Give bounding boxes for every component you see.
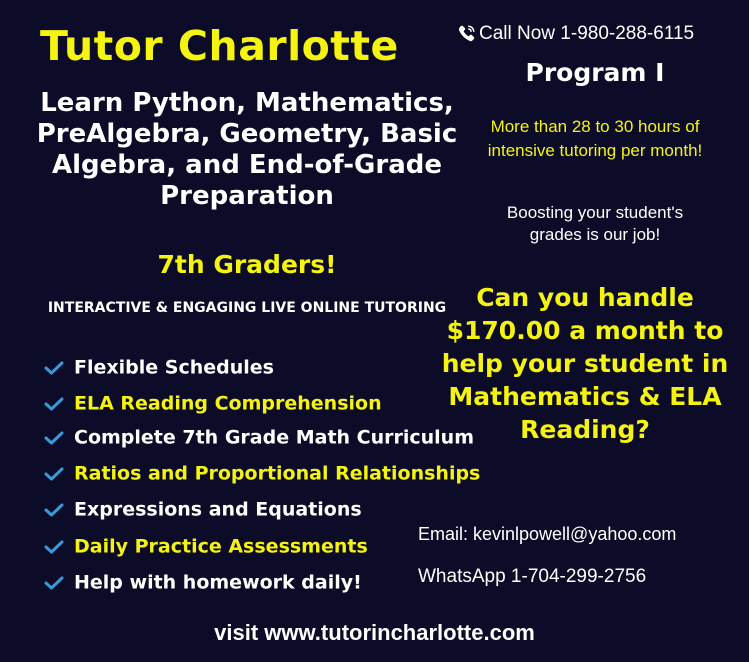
feature-item xyxy=(44,426,474,449)
feature-item xyxy=(44,356,274,379)
subjects-heading: Learn Python, Mathematics, PreAlgebra, Geometry, Basic Algebra, and End-of-Grade Preparation xyxy=(36,88,458,211)
feature-label: ELA Reading Comprehension xyxy=(74,392,382,415)
grade-heading: 7th Graders! xyxy=(157,250,337,279)
feature-label: Daily Practice Assessments xyxy=(74,535,368,558)
check-icon xyxy=(44,467,64,481)
call-label: Call Now 1-980-288-6115 xyxy=(479,23,695,44)
feature-label: Flexible Schedules xyxy=(74,356,274,379)
feature-item xyxy=(44,392,382,415)
feature-item xyxy=(44,571,362,594)
check-icon xyxy=(44,361,64,375)
price-question: Can you handle $170.00 a month to help your student in Mathematics & ELA Reading? xyxy=(441,283,729,444)
check-icon xyxy=(44,397,64,411)
hours-text: More than 28 to 30 hours of intensive tutoring per month! xyxy=(487,117,703,160)
feature-label: Help with homework daily! xyxy=(74,571,362,594)
check-icon xyxy=(44,540,64,554)
feature-item xyxy=(44,498,362,521)
interactive-tagline: INTERACTIVE & ENGAGING LIVE ONLINE TUTORING xyxy=(47,300,447,316)
call-line[interactable] xyxy=(455,22,745,46)
program-heading: Program I xyxy=(525,58,665,87)
feature-label: Ratios and Proportional Relationships xyxy=(74,462,481,485)
feature-item xyxy=(44,535,368,558)
feature-label: Expressions and Equations xyxy=(74,498,362,521)
feature-item xyxy=(44,462,480,485)
boost-text: Boosting your student's grades is our job! xyxy=(506,203,684,244)
check-icon xyxy=(44,503,64,517)
check-icon xyxy=(44,431,64,445)
website-link[interactable]: visit www.tutorincharlotte.com xyxy=(214,620,535,645)
flyer-title: Tutor Charlotte xyxy=(40,22,399,70)
check-icon xyxy=(44,576,64,590)
phone-icon xyxy=(455,22,477,46)
email-contact[interactable]: Email: kevinlpowell@yahoo.com xyxy=(418,524,677,544)
whatsapp-contact[interactable]: WhatsApp 1-704-299-2756 xyxy=(418,566,647,587)
feature-label: Complete 7th Grade Math Curriculum xyxy=(74,426,475,449)
